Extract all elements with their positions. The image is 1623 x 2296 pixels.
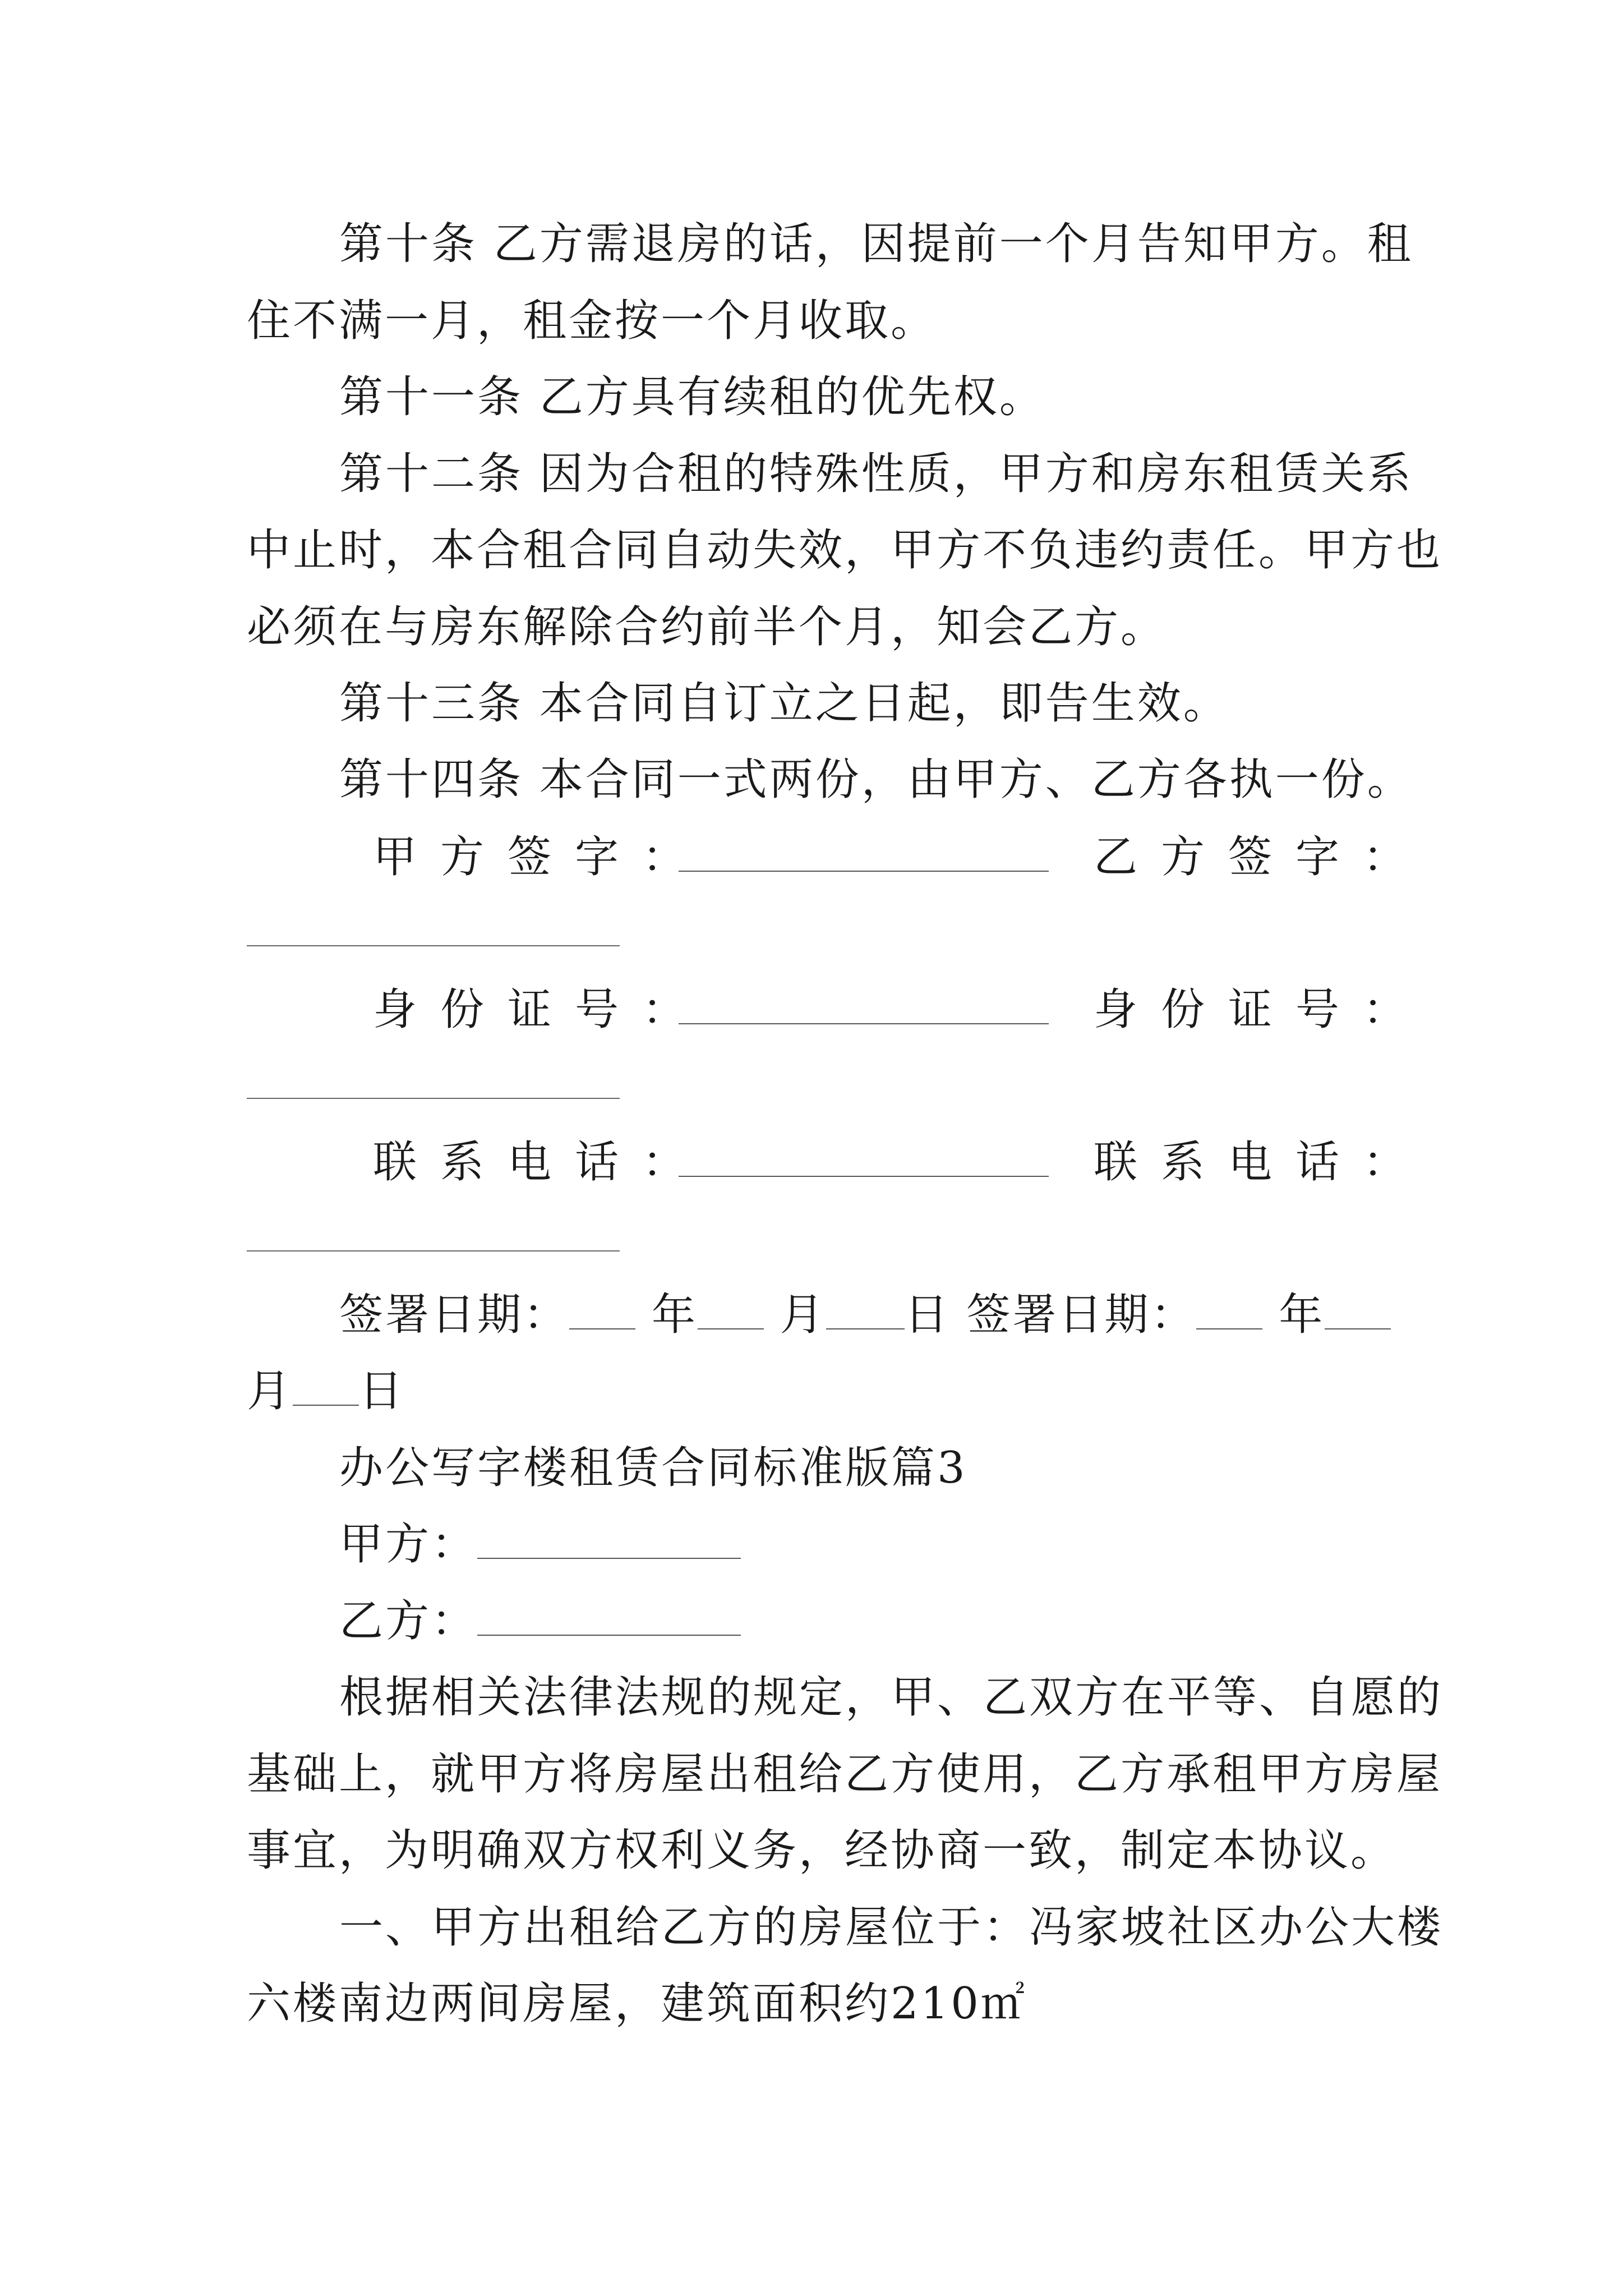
party-a-phone-label: 联系电话： bbox=[373, 1137, 710, 1188]
intro-line-2: 基础上，就甲方将房屋出租给乙方使用，乙方承租甲方房屋 bbox=[247, 1749, 1443, 1800]
party-a-month-field[interactable] bbox=[698, 1294, 764, 1329]
party-a-year-field[interactable] bbox=[569, 1294, 635, 1329]
year-label: 年 bbox=[651, 1290, 698, 1340]
party-a-signature-field[interactable] bbox=[679, 836, 1049, 872]
party-a-signature-label: 甲方签字： bbox=[373, 832, 710, 882]
party-b-line bbox=[339, 1593, 741, 1649]
party-b-phone-field[interactable] bbox=[247, 1250, 620, 1251]
article-10-line-1: 第十条 乙方需退房的话，因提前一个月告知甲方。租 bbox=[339, 219, 1413, 269]
intro-line-3: 事宜，为明确双方权利义务，经协商一致，制定本协议。 bbox=[247, 1825, 1397, 1876]
article-12-line-1: 第十二条 因为合租的特殊性质，甲方和房东租赁关系 bbox=[339, 449, 1413, 499]
section-title: 办公写字楼租赁合同标准版篇3 bbox=[339, 1443, 967, 1493]
party-a-id-field[interactable] bbox=[679, 988, 1049, 1024]
signing-date-line-2 bbox=[247, 1363, 405, 1419]
party-a-date-label: 签署日期： bbox=[339, 1290, 570, 1340]
party-a-label: 甲方： bbox=[339, 1519, 478, 1570]
party-a-name-field[interactable] bbox=[477, 1523, 741, 1559]
article-12-line-2: 中止时，本合租合同自动失效，甲方不负违约责任。甲方也 bbox=[247, 525, 1443, 576]
article-10-line-2: 住不满一月，租金按一个月收取。 bbox=[247, 296, 937, 346]
party-b-year-field[interactable] bbox=[1196, 1294, 1262, 1329]
month-label: 月 bbox=[780, 1290, 826, 1340]
party-b-phone-label: 联系电话： bbox=[1094, 1137, 1431, 1188]
party-b-day-field[interactable] bbox=[293, 1370, 359, 1406]
month-label: 月 bbox=[247, 1366, 293, 1416]
party-a-day-field[interactable] bbox=[826, 1294, 905, 1329]
article-11: 第十一条 乙方具有续租的优先权。 bbox=[339, 372, 1045, 422]
year-label: 年 bbox=[1279, 1290, 1325, 1340]
party-b-name-field[interactable] bbox=[477, 1600, 741, 1636]
party-b-id-label: 身份证号： bbox=[1094, 984, 1431, 1035]
party-b-month-field[interactable] bbox=[1325, 1294, 1391, 1329]
party-b-label: 乙方： bbox=[339, 1596, 478, 1646]
day-label: 日 bbox=[904, 1290, 951, 1340]
party-a-phone-field[interactable] bbox=[679, 1141, 1049, 1177]
article-14: 第十四条 本合同一式两份，由甲方、乙方各执一份。 bbox=[339, 754, 1413, 805]
item-1-line-2: 六楼南边两间房屋，建筑面积约210㎡ bbox=[247, 1978, 1027, 2029]
article-13: 第十三条 本合同自订立之日起，即告生效。 bbox=[339, 678, 1229, 729]
party-b-signature-label: 乙方签字： bbox=[1094, 832, 1431, 882]
intro-line-1: 根据相关法律法规的规定，甲、乙双方在平等、自愿的 bbox=[339, 1672, 1444, 1723]
party-a-id-label: 身份证号： bbox=[373, 984, 710, 1035]
article-12-line-3: 必须在与房东解除合约前半个月，知会乙方。 bbox=[247, 602, 1167, 652]
signing-date-line bbox=[339, 1287, 1391, 1343]
party-b-date-label: 签署日期： bbox=[966, 1290, 1197, 1340]
party-b-id-field[interactable] bbox=[247, 1098, 620, 1099]
party-b-signature-field[interactable] bbox=[247, 945, 620, 946]
day-label: 日 bbox=[359, 1366, 405, 1416]
party-a-line bbox=[339, 1516, 741, 1572]
item-1-line-1: 一、甲方出租给乙方的房屋位于：冯家坡社区办公大楼 bbox=[339, 1902, 1444, 1953]
